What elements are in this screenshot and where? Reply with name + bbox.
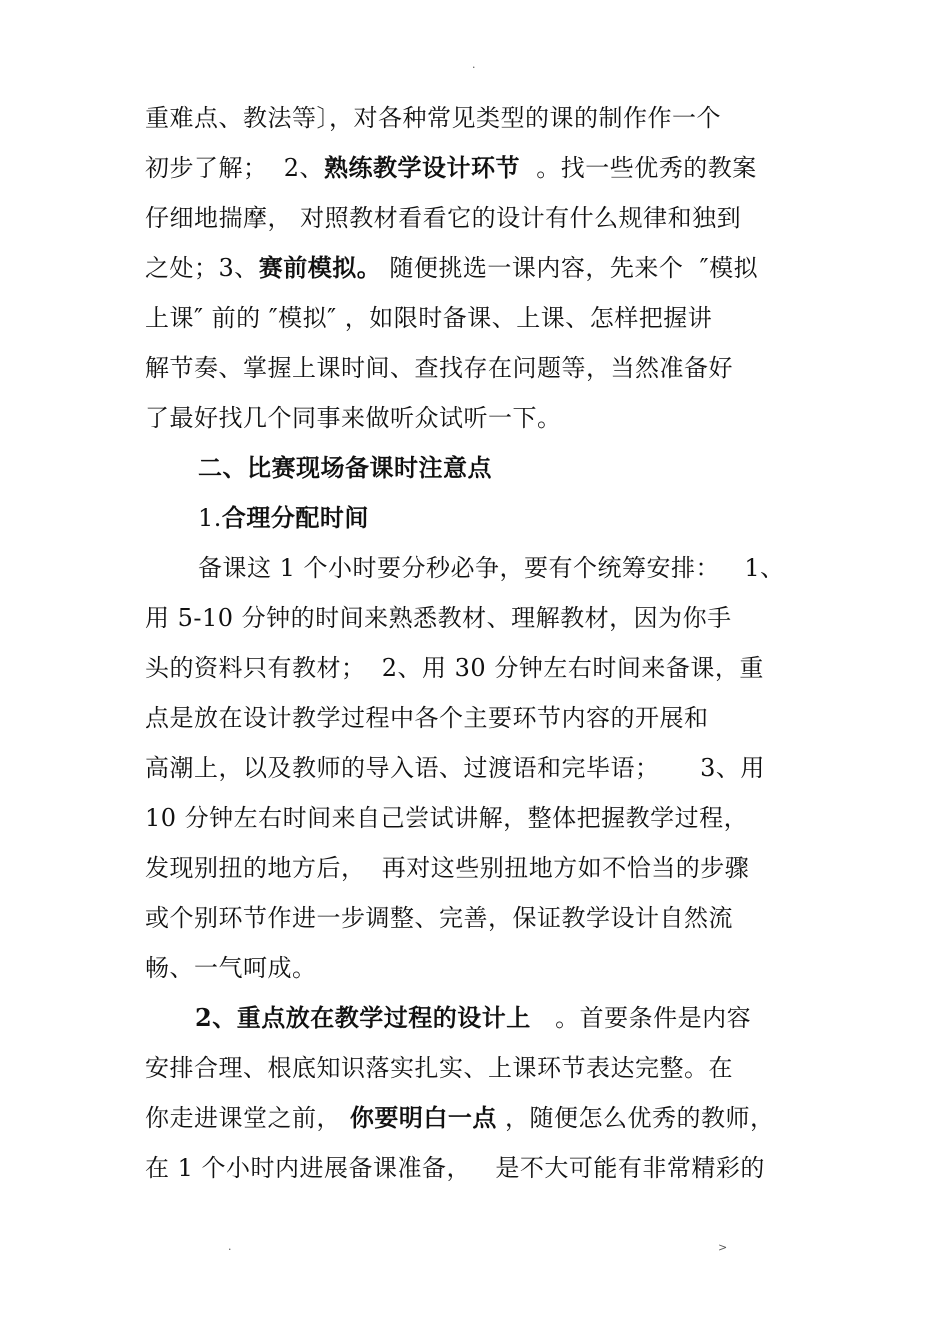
footer-left-mark: ·: [228, 1243, 232, 1256]
text-line: 备课这 1 个小时要分秒必争，要有个统筹安排： 1、: [198, 554, 785, 582]
text-line: 头的资料只有教材； 2、用 30 分钟左右时间来备课，重: [145, 654, 764, 682]
text-line: 或个别环节作进一步调整、完善，保证教学设计自然流: [145, 904, 733, 932]
bold-phrase: 熟练教学设计环节: [324, 153, 521, 182]
text-line: 上课″ 前的 ″模拟″ ，如限时备课、上课、怎样把握讲: [145, 304, 713, 332]
text-line: 你走进课堂之前， 你要明白一点 ，随便怎么优秀的教师，: [145, 1103, 775, 1132]
header-dot: ·: [472, 61, 476, 74]
text-line: 10 分钟左右时间来自己尝试讲解，整体把握教学过程，: [145, 804, 749, 832]
subsection-heading: 1.合理分配时间: [198, 503, 369, 532]
text-line: 畅、一气呵成。: [145, 954, 317, 982]
text-line: 初步了解； 2、熟练教学设计环节 。找一些优秀的教案: [145, 153, 757, 182]
text-line: 之处；3、赛前模拟。 随便挑选一课内容，先来个 ″模拟: [145, 253, 759, 282]
text-line: 在 1 个小时内进展备课准备， 是不大可能有非常精彩的: [145, 1154, 765, 1182]
text-line: 安排合理、根底知识落实扎实、上课环节表达完整。在: [145, 1054, 733, 1082]
section-heading: 二、比赛现场备课时注意点: [198, 453, 492, 482]
bold-phrase: 你要明白一点: [341, 1103, 497, 1132]
text-line: 用 5-10 分钟的时间来熟悉教材、理解教材，因为你手: [145, 604, 732, 632]
text-line: 点是放在设计教学过程中各个主要环节内容的开展和: [145, 704, 709, 732]
text-line: 重难点、教法等〕，对各种常见类型的课的制作作一个: [145, 104, 721, 132]
text-line: 仔细地揣摩， 对照教材看看它的设计有什么规律和独到: [145, 204, 742, 232]
text-line: 解节奏、掌握上课时间、查找存在问题等，当然准备好: [145, 354, 733, 382]
text-line: 发现别扭的地方后， 再对这些别扭地方如不恰当的步骤: [145, 854, 750, 882]
bold-phrase: 赛前模拟。: [258, 253, 382, 282]
text-line: 高潮上，以及教师的导入语、过渡语和完毕语； 3、用: [145, 754, 765, 782]
footer-right-mark: >: [718, 1241, 728, 1254]
text-line: 了最好找几个同事来做听众试听一下。: [145, 404, 562, 432]
subsection-heading: 2、重点放在教学过程的设计上 。首要条件是内容: [195, 1003, 752, 1032]
